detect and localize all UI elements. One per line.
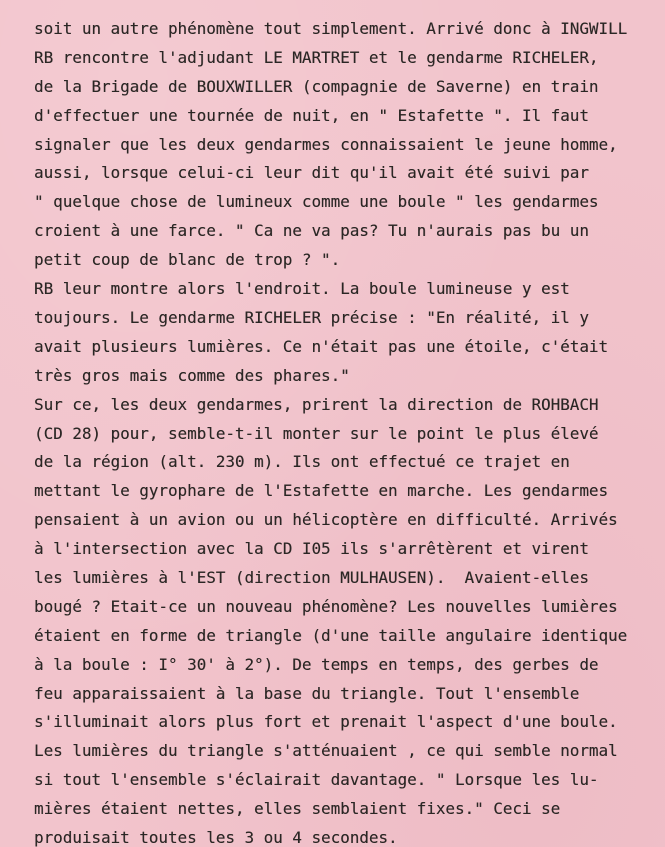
text-line: (CD 28) pour, semble-t-il monter sur le point le plus élevé	[34, 423, 599, 443]
text-line: croient à une farce. " Ca ne va pas? Tu n'aurais pas bu un	[34, 221, 589, 241]
text-line: de la Brigade de BOUXWILLER (compagnie de Saverne) en train	[34, 76, 599, 96]
text-line: mières étaient nettes, elles semblaient fixes." Ceci se	[34, 799, 561, 819]
text-line: si tout l'ensemble s'éclairait davantage. " Lorsque les lu-	[34, 770, 599, 790]
text-line: très gros mais comme des phares."	[34, 365, 350, 385]
text-line: mettant le gyrophare de l'Estafette en marche. Les gendarmes	[34, 481, 609, 501]
text-line: s'illuminait alors plus fort et prenait l'aspect d'une boule.	[34, 712, 618, 732]
text-line: à l'intersection avec la CD I05 ils s'arrêtèrent et virent	[34, 539, 589, 559]
text-line: toujours. Le gendarme RICHELER précise : "En réalité, il y	[34, 307, 589, 327]
text-line: feu apparaissaient à la base du triangle. Tout l'ensemble	[34, 683, 580, 703]
text-line: soit un autre phénomène tout simplement. Arrivé donc à INGWILL	[34, 19, 628, 38]
text-line: avait plusieurs lumières. Ce n'était pas une étoile, c'était	[34, 336, 609, 356]
text-line: signaler que les deux gendarmes connaissaient le jeune homme,	[34, 134, 618, 154]
text-line: Sur ce, les deux gendarmes, prirent la direction de ROHBACH	[34, 394, 599, 414]
text-line: aussi, lorsque celui-ci leur dit qu'il avait été suivi par	[34, 163, 589, 183]
text-line: pensaient à un avion ou un hélicoptère en difficulté. Arrivés	[34, 510, 618, 530]
text-line: étaient en forme de triangle (d'une taille angulaire identique	[34, 625, 628, 645]
text-line: bougé ? Etait-ce un nouveau phénomène? Les nouvelles lumières	[34, 596, 618, 616]
text-line: à la boule : I° 30' à 2°). De temps en temps, des gerbes de	[34, 654, 599, 674]
text-line: produisait toutes les 3 ou 4 secondes.	[34, 828, 398, 847]
text-line: d'effectuer une tournée de nuit, en " Estafette ". Il faut	[34, 105, 589, 125]
text-line: les lumières à l'EST (direction MULHAUSEN). Avaient-elles	[34, 567, 589, 587]
text-line: de la région (alt. 230 m). Ils ont effectué ce trajet en	[34, 452, 570, 472]
text-line: RB rencontre l'adjudant LE MARTRET et le gendarme RICHELER,	[34, 47, 599, 67]
text-line: RB leur montre alors l'endroit. La boule lumineuse y est	[34, 279, 570, 299]
text-line: Les lumières du triangle s'atténuaient , ce qui semble normal	[34, 741, 618, 761]
text-line: " quelque chose de lumineux comme une boule " les gendarmes	[34, 192, 599, 212]
text-line: petit coup de blanc de trop ? ".	[34, 250, 341, 270]
